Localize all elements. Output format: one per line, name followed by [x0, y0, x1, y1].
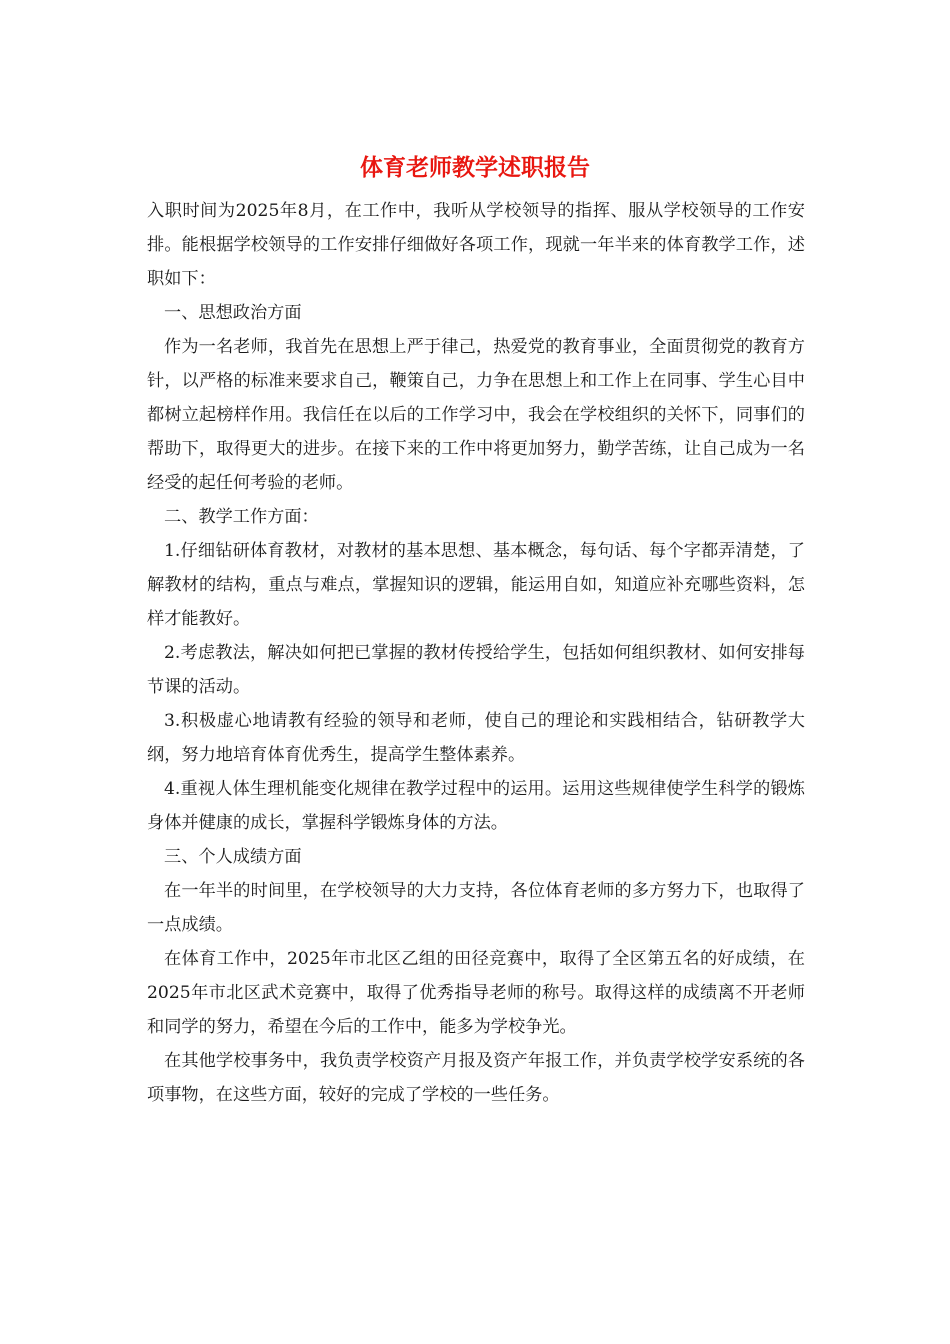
teaching-item-1: 1.仔细钻研体育教材，对教材的基本思想、基本概念，每句话、每个字都弄清楚，了解教材的结构，重点与难点，掌握知识的逻辑，能运用自如，知道应补充哪些资料，怎样才能教好。 — [147, 541, 805, 629]
intro-paragraph: 入职时间为2025年8月，在工作中，我听从学校领导的指挥、服从学校领导的工作安排。能根据学校领导的工作安排仔细做好各项工作，现就一年半来的体育教学工作，述职如下： — [147, 201, 805, 289]
section-heading-achievements: 三、个人成绩方面 — [164, 847, 302, 867]
paragraph-sports-achievements: 在体育工作中，2025年市北区乙组的田径竞赛中，取得了全区第五名的好成绩，在2025年市北区武术竞赛中，取得了优秀指导老师的称号。取得这样的成绩离不开老师和同学的努力，希望在今后的工作中，能多为学校争光。 — [147, 949, 805, 1037]
document-body — [147, 194, 805, 1112]
document-title: 体育老师教学述职报告 — [360, 154, 590, 181]
teaching-item-3: 3.积极虚心地请教有经验的领导和老师，使自己的理论和实践相结合，钻研教学大纲，努力地培育体育优秀生，提高学生整体素养。 — [147, 711, 805, 765]
section-heading-political: 一、思想政治方面 — [164, 303, 302, 323]
section-heading-teaching: 二、教学工作方面： — [164, 507, 319, 527]
paragraph-other-duties: 在其他学校事务中，我负责学校资产月报及资产年报工作，并负责学校学安系统的各项事物，在这些方面，较好的完成了学校的一些任务。 — [147, 1051, 805, 1105]
teaching-item-4: 4.重视人体生理机能变化规律在教学过程中的运用。运用这些规律使学生科学的锻炼身体并健康的成长，掌握科学锻炼身体的方法。 — [147, 779, 805, 833]
paragraph-political: 作为一名老师，我首先在思想上严于律己，热爱党的教育事业，全面贯彻党的教育方针，以严格的标准来要求自己，鞭策自己，力争在思想上和工作上在同事、学生心目中都树立起榜样作用。我信任在以后的工作学习中，我会在学校组织的关怀下，同事们的帮助下，取得更大的进步。在接下来的工作中将更加努力，勤学苦练，让自己成为一名经受的起任何考验的老师。 — [147, 337, 805, 493]
teaching-item-2: 2.考虑教法，解决如何把已掌握的教材传授给学生，包括如何组织教材、如何安排每节课的活动。 — [147, 643, 805, 697]
paragraph-achievements-intro: 在一年半的时间里，在学校领导的大力支持，各位体育老师的多方努力下，也取得了一点成绩。 — [147, 881, 805, 935]
